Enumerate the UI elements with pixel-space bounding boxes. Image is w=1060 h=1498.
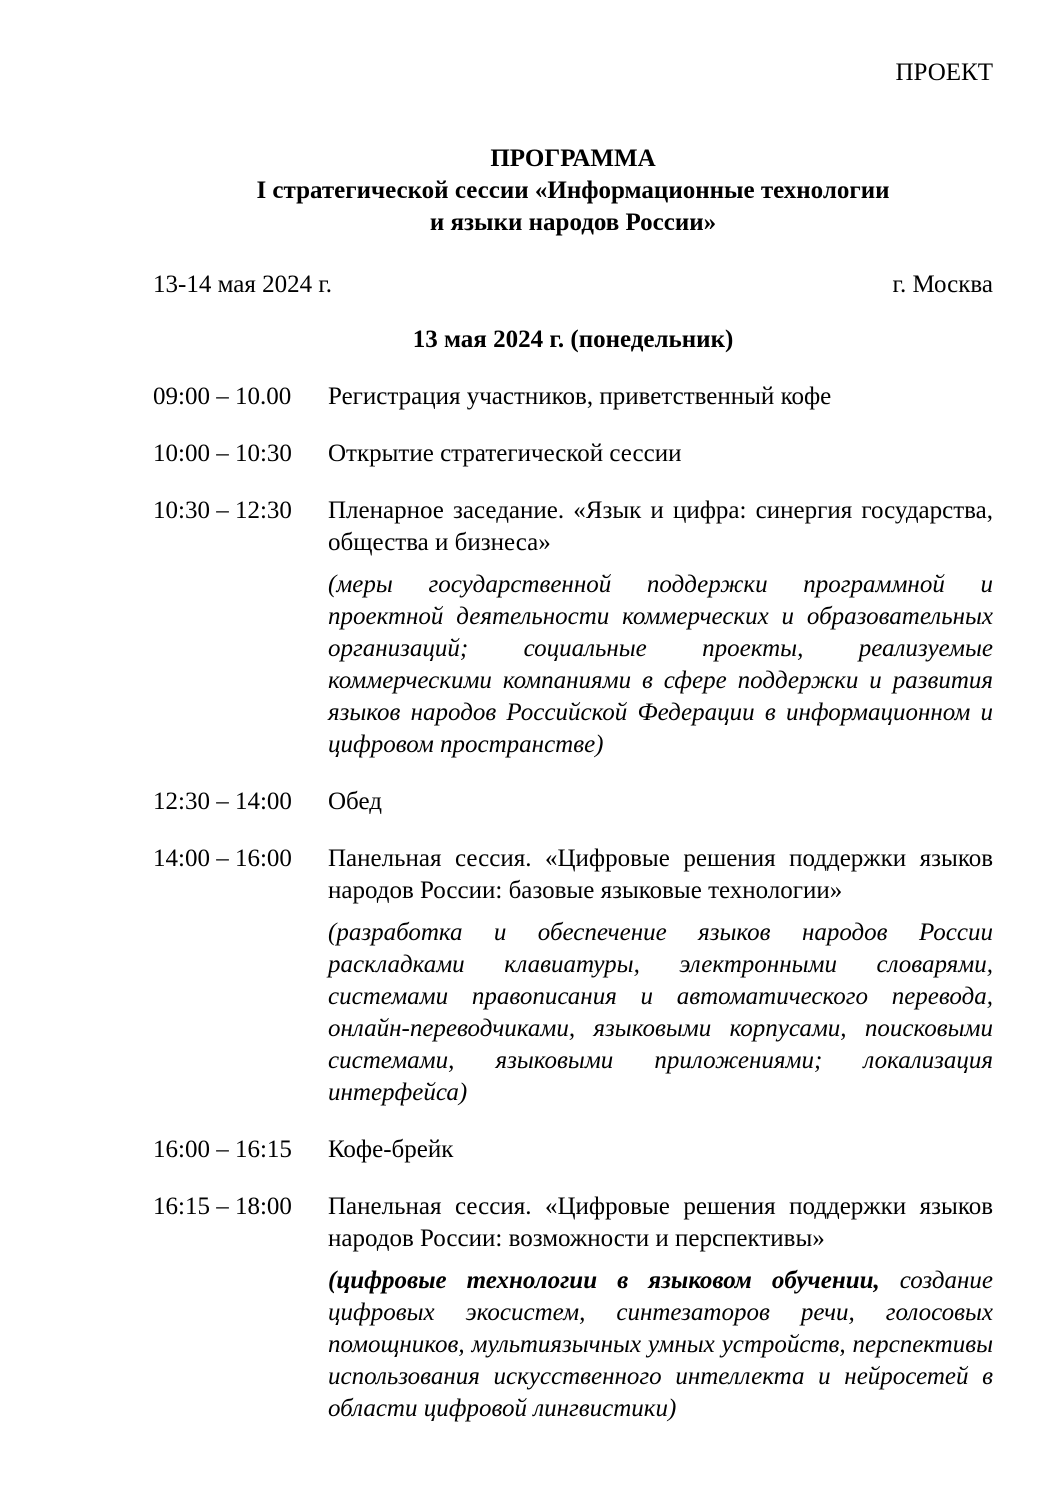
schedule-row (153, 495, 993, 761)
session-note-rest: создание цифровых экосистем, синтезаторов речи, голосовых помощников, мультиязычных умных устройств, перспективы использования искусственного интеллекта и нейросетей в области цифровой лингвистики) (328, 1267, 993, 1422)
time-range: 10:00 – 10:30 (153, 440, 292, 467)
title-line-3: и языки народов России» (429, 209, 717, 236)
event-dates: 13-14 мая 2024 г. (153, 271, 333, 298)
session-title: Открытие стратегической сессии (328, 440, 682, 467)
session-title: Обед (328, 788, 382, 815)
session-note-lead: (цифровые технологии в языковом обучении, (328, 1267, 880, 1294)
schedule-row (153, 438, 993, 470)
schedule-row (153, 843, 993, 1109)
event-city: г. Москва (892, 271, 993, 298)
schedule-row (153, 1191, 993, 1425)
schedule-row (153, 381, 993, 413)
document-title (153, 143, 993, 239)
draft-stamp: ПРОЕКТ (895, 59, 993, 86)
title-line-1: ПРОГРАММА (490, 145, 656, 172)
day-heading: 13 мая 2024 г. (понедельник) (412, 326, 734, 353)
schedule (153, 381, 993, 1425)
session-title: Панельная сессия. «Цифровые решения поддержки языков народов России: базовые языковые технологии» (328, 845, 993, 904)
session-title: Регистрация участников, приветственный кофе (328, 383, 832, 410)
date-row (153, 269, 993, 301)
schedule-row (153, 1134, 993, 1166)
time-range: 12:30 – 14:00 (153, 788, 292, 815)
session-note: (разработка и обеспечение языков народов России раскладками клавиатуры, электронными словарями, системами правописания и автоматического перевода, онлайн-переводчиками, языковыми корпусами, поисковыми системами, языковыми приложениями; локализация интерфейса) (328, 919, 993, 1106)
title-line-2: I стратегической сессии «Информационные технологии (256, 177, 890, 204)
session-note: (меры государственной поддержки программной и проектной деятельности коммерческих и образовательных организаций; социальные проекты, реализуемые коммерческими компаниями в сфере поддержки и развития языков народов Российской Федерации в информационном и цифровом пространстве) (328, 571, 993, 758)
schedule-row (153, 786, 993, 818)
time-range: 10:30 – 12:30 (153, 497, 292, 524)
time-range: 14:00 – 16:00 (153, 845, 292, 872)
time-range: 16:00 – 16:15 (153, 1136, 292, 1163)
time-range: 09:00 – 10.00 (153, 383, 292, 410)
session-title: Кофе-брейк (328, 1136, 454, 1163)
session-title: Пленарное заседание. «Язык и цифра: синергия государства, общества и бизнеса» (328, 497, 993, 556)
session-title: Панельная сессия. «Цифровые решения поддержки языков народов России: возможности и перспективы» (328, 1193, 993, 1252)
time-range: 16:15 – 18:00 (153, 1193, 292, 1220)
session-note (328, 1265, 993, 1425)
